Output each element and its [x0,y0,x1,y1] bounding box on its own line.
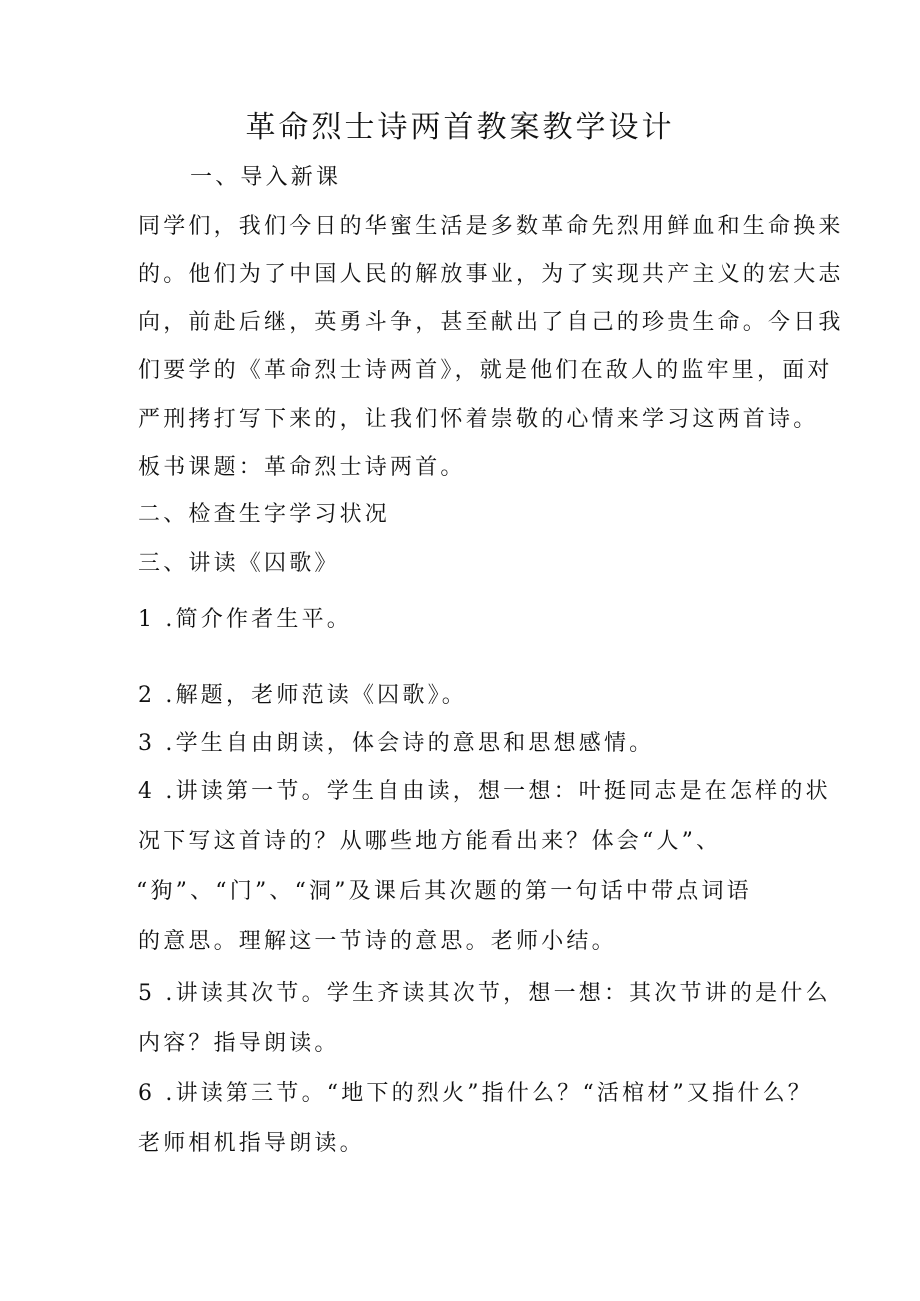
list-item-continuation: 况下写这首诗的？从哪些地方能看出来？体会“人”、 [138,829,722,854]
paragraph-line: 同学们，我们今日的华蜜生活是多数革命先烈用鲜血和生命换来 [138,214,844,239]
list-item-continuation: “狗”、“门”、“洞”及课后其次题的第一句话中带点词语 [136,879,752,904]
section-heading-reading: 三、讲读《囚歌》 [138,551,340,576]
list-item-continuation: 的意思。理解这一节诗的意思。老师小结。 [138,929,617,954]
section-heading-check: 二、检查生字学习状况 [138,502,391,527]
list-item: 4 .讲读第一节。学生自由读，想一想：叶挺同志是在怎样的状 [138,779,831,804]
list-item: 5 .讲读其次节。学生齐读其次节，想一想：其次节讲的是什么 [138,981,831,1006]
board-topic-line: 板书课题：革命烈士诗两首。 [138,455,466,480]
document-title: 革命烈士诗两首教案教学设计 [245,110,675,145]
list-item-continuation: 内容？指导朗读。 [138,1031,340,1056]
section-heading-intro: 一、导入新课 [190,165,342,190]
list-item: 6 .讲读第三节。“地下的烈火”指什么？“活棺材”又指什么？ [138,1081,813,1106]
paragraph-line: 的。他们为了中国人民的解放事业，为了实现共产主义的宏大志 [138,262,844,287]
paragraph-line: 向，前赴后继，英勇斗争，甚至献出了自己的珍贵生命。今日我 [138,310,844,335]
list-item-continuation: 老师相机指导朗读。 [138,1131,365,1156]
list-item: 3 .学生自由朗读，体会诗的意思和思想感情。 [138,731,655,756]
paragraph-line: 严刑拷打写下来的，让我们怀着崇敬的心情来学习这两首诗。 [138,407,819,432]
list-item: 2 .解题，老师范读《囚歌》。 [138,683,467,708]
paragraph-line: 们要学的《革命烈士诗两首》，就是他们在敌人的监牢里，面对 [138,358,833,383]
list-item: 1 .简介作者生平。 [138,607,352,632]
